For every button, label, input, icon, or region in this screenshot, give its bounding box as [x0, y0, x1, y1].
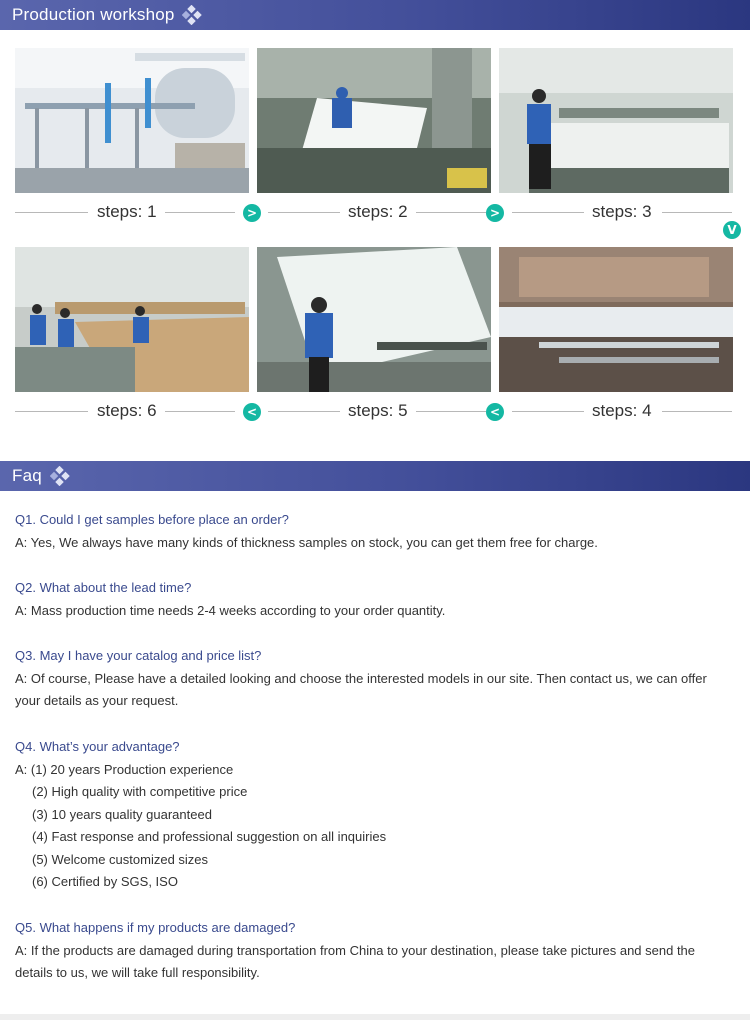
step-divider	[268, 212, 340, 213]
faq-answer-line: (2) High quality with competitive price	[32, 784, 248, 799]
step-divider	[165, 212, 235, 213]
faq-answer-line: (3) 10 years quality guaranteed	[32, 806, 212, 822]
arrow-down-icon: V	[723, 221, 741, 239]
step-label-6: steps: 6	[97, 401, 157, 420]
step-divider	[165, 411, 235, 412]
step-divider	[15, 411, 88, 412]
faq-question: Q5. What happens if my products are damaged?	[15, 920, 296, 935]
faq-answer: A: Of course, Please have a detailed looking and choose the interested models in our site. Then contact us, we can offer	[15, 670, 707, 686]
workshop-photo-1	[15, 48, 249, 193]
faq-question: Q2. What about the lead time?	[15, 580, 192, 595]
section-title: Production workshop	[12, 5, 175, 24]
arrow-left-icon: <	[486, 403, 504, 421]
faq-item-1	[15, 509, 740, 554]
faq-item-2	[15, 577, 740, 622]
section-title: Faq	[12, 466, 42, 485]
workshop-photo-6	[15, 247, 249, 392]
faq-item-4	[15, 736, 740, 894]
faq-question: Q3. May I have your catalog and price list?	[15, 648, 262, 663]
step-label-1: steps: 1	[97, 202, 157, 221]
faq-answer: A: If the products are damaged during transportation from China to your destination, please take pictures and send the	[15, 942, 696, 958]
faq-answer: A: Mass production time needs 2-4 weeks according to your order quantity.	[15, 602, 446, 618]
faq-question: Q1. Could I get samples before place an order?	[15, 512, 289, 527]
faq-answer-line: (6) Certified by SGS, ISO	[32, 874, 178, 889]
step-label-4: steps: 4	[592, 401, 652, 420]
arrow-right-icon: >	[243, 204, 261, 222]
step-divider	[662, 411, 732, 412]
step-divider	[416, 411, 486, 412]
faq-answer: A: Yes, We always have many kinds of thickness samples on stock, you can get them free for charge.	[15, 534, 598, 550]
production-workshop-header	[0, 0, 750, 30]
step-divider	[268, 411, 340, 412]
step-divider	[15, 212, 88, 213]
faq-answer: your details as your request.	[15, 693, 179, 708]
step-divider	[416, 212, 486, 213]
bottom-divider	[0, 1014, 750, 1020]
workshop-photo-3	[499, 48, 733, 193]
faq-item-5	[15, 917, 740, 985]
arrow-left-icon: <	[243, 403, 261, 421]
step-label-5: steps: 5	[348, 401, 408, 420]
step-label-2: steps: 2	[348, 202, 408, 221]
faq-item-3	[15, 645, 740, 713]
diamonds-icon	[50, 466, 70, 486]
workshop-photo-2	[257, 48, 491, 193]
arrow-right-icon: >	[486, 204, 504, 222]
step-divider	[512, 411, 584, 412]
step-divider	[662, 212, 732, 213]
workshop-photo-5	[257, 247, 491, 392]
faq-answer-line: (4) Fast response and professional suggestion on all inquiries	[32, 829, 387, 844]
diamonds-icon	[182, 5, 202, 25]
faq-header	[0, 461, 750, 491]
step-label-3: steps: 3	[592, 202, 652, 221]
step-divider	[512, 212, 584, 213]
faq-answer: details to us, we will take full responsibility.	[15, 965, 260, 980]
faq-answer: A: (1) 20 years Production experience	[15, 761, 234, 777]
faq-question: Q4. What’s your advantage?	[15, 739, 180, 754]
workshop-photo-4	[499, 247, 733, 392]
faq-answer-line: (5) Welcome customized sizes	[32, 851, 209, 867]
